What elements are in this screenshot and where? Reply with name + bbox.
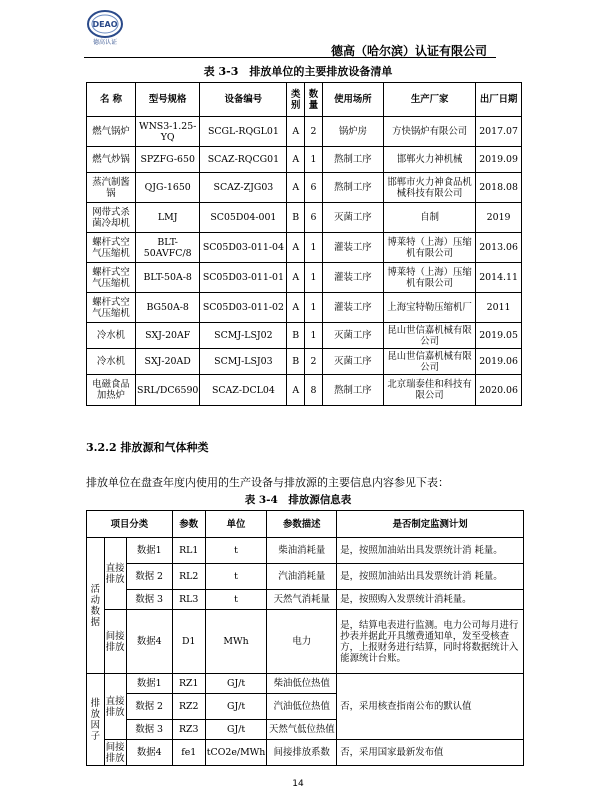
- cell: 否，采用国家最新发布值: [337, 740, 524, 766]
- cell: 数据 2: [126, 694, 172, 720]
- cell: 电磁食品加热炉: [87, 375, 136, 406]
- table-row: [87, 323, 522, 349]
- cell: B: [287, 323, 305, 349]
- cell: SCAZ-RQCG01: [200, 147, 287, 173]
- cell: 方快锅炉有限公司: [384, 117, 476, 147]
- cell: 是，结算电表进行监测。电力公司每月进行抄表并据此开具缴费通知单，发至受核查方，上报财务进行结算，同时将数据统计入能源统计台账。: [337, 610, 524, 674]
- table-row: [87, 538, 524, 564]
- cell: 熬制工序: [322, 147, 383, 173]
- cell: 6: [305, 203, 323, 233]
- table-3-4-title: 表 3-4 排放源信息表: [244, 494, 352, 506]
- cell: B: [287, 349, 305, 375]
- cell: 2013.06: [476, 233, 522, 263]
- cell: 自制: [384, 203, 476, 233]
- cell: 柴油低位热值: [267, 674, 337, 694]
- col-monitoring-plan: 是否制定监测计划: [337, 511, 524, 538]
- cell: SCGL-RQGL01: [200, 117, 287, 147]
- cell: 2: [305, 349, 323, 375]
- table-row: [87, 147, 522, 173]
- cell: BLT-50A-8: [135, 263, 199, 293]
- cell: GJ/t: [205, 720, 267, 740]
- cell: 灭菌工序: [322, 349, 383, 375]
- cell: 是，按照加油站出具发票统计消 耗量。: [337, 538, 524, 564]
- cell: 1: [305, 147, 323, 173]
- col-category: 项目分类: [87, 511, 173, 538]
- cell: 电力: [267, 610, 337, 674]
- cell: 昆山世信嘉机械有限公司: [384, 323, 476, 349]
- cell: 灌装工序: [322, 293, 383, 323]
- cell: 螺杆式空气压缩机: [87, 263, 136, 293]
- col-name: 名 称: [87, 83, 136, 117]
- col-location: 使用场所: [322, 83, 383, 117]
- cell: A: [287, 147, 305, 173]
- cell: 2019: [476, 203, 522, 233]
- cell: 北京瑞泰佳和科技有限公司: [384, 375, 476, 406]
- cell: A: [287, 173, 305, 203]
- col-model: 型号规格: [135, 83, 199, 117]
- cell: BG50A-8: [135, 293, 199, 323]
- cell: SC05D03-011-02: [200, 293, 287, 323]
- cell: 燃气锅炉: [87, 117, 136, 147]
- col-date: 出厂日期: [476, 83, 522, 117]
- cell: 博莱特（上海）压缩机有限公司: [384, 263, 476, 293]
- cell: 天然气消耗量: [267, 590, 337, 610]
- cell: 2011: [476, 293, 522, 323]
- table-row: [87, 203, 522, 233]
- cell: 2014.11: [476, 263, 522, 293]
- cell: 螺杆式空气压缩机: [87, 233, 136, 263]
- group-emission-factor: 排放因子: [87, 674, 105, 766]
- table-row: [87, 349, 522, 375]
- section-paragraph: 排放单位在盘查年度内使用的生产设备与排放源的主要信息内容参见下表：: [86, 476, 449, 489]
- cell: 数据 3: [126, 590, 172, 610]
- cell: RL2: [172, 564, 205, 590]
- cell: RL1: [172, 538, 205, 564]
- cell: SPZFG-650: [135, 147, 199, 173]
- cell: A: [287, 293, 305, 323]
- cell: SXJ-20AF: [135, 323, 199, 349]
- cell: 灭菌工序: [322, 203, 383, 233]
- cell: 蒸汽制酱锅: [87, 173, 136, 203]
- col-device-id: 设备编号: [200, 83, 287, 117]
- cell: t: [205, 538, 267, 564]
- col-param: 参数: [172, 511, 205, 538]
- cell: 2: [305, 117, 323, 147]
- cell: SC05D04-001: [200, 203, 287, 233]
- table-3-3-title: 表 3-3 排放单位的主要排放设备清单: [203, 65, 393, 78]
- cell: 邯郸市火力神食品机械科技有限公司: [384, 173, 476, 203]
- cell: RZ2: [172, 694, 205, 720]
- cell: 1: [305, 323, 323, 349]
- cell: LMJ: [135, 203, 199, 233]
- cell: GJ/t: [205, 674, 267, 694]
- col-manufacturer: 生产厂家: [384, 83, 476, 117]
- direct-emission: 直接排放: [104, 538, 126, 610]
- cell: WNS3-1.25-YQ: [135, 117, 199, 147]
- cell: fe1: [172, 740, 205, 766]
- cell: RZ1: [172, 674, 205, 694]
- cell: SC05D03-011-04: [200, 233, 287, 263]
- cell: 数据 3: [126, 720, 172, 740]
- cell: 灌装工序: [322, 233, 383, 263]
- page-number: 14: [292, 779, 304, 789]
- table-row: [87, 674, 524, 694]
- cell: RL3: [172, 590, 205, 610]
- cell: 昆山世信嘉机械有限公司: [384, 349, 476, 375]
- cell: 汽油低位热值: [267, 694, 337, 720]
- cell: 网带式杀菌冷却机: [87, 203, 136, 233]
- factor-plan-cell: 否，采用核查指南公布的默认值: [337, 674, 524, 740]
- cell: 是，按照购入发票统计消耗量。: [337, 590, 524, 610]
- table-row: [87, 233, 522, 263]
- cell: BLT-50AVFC/8: [135, 233, 199, 263]
- cell: 燃气炒锅: [87, 147, 136, 173]
- logo-subtext: 德高认证: [92, 39, 118, 46]
- cell: 2018.08: [476, 173, 522, 203]
- company-name: 德高（哈尔滨）认证有限公司: [330, 44, 487, 58]
- table-header-row: [87, 83, 522, 117]
- cell: 熬制工序: [322, 173, 383, 203]
- cell: D1: [172, 610, 205, 674]
- cell: SCAZ-ZJG03: [200, 173, 287, 203]
- cell: tCO2e/MWh: [205, 740, 267, 766]
- cell: 2017.07: [476, 117, 522, 147]
- cell: SRL/DC6590: [135, 375, 199, 406]
- cell: SCAZ-DCL04: [200, 375, 287, 406]
- table-row: [87, 610, 524, 674]
- cell: 2020.06: [476, 375, 522, 406]
- cell: 1: [305, 293, 323, 323]
- cell: 熬制工序: [322, 375, 383, 406]
- company-logo: [85, 8, 125, 46]
- cell: t: [205, 564, 267, 590]
- col-description: 参数描述: [267, 511, 337, 538]
- cell: 6: [305, 173, 323, 203]
- cell: 1: [305, 263, 323, 293]
- cell: SC05D03-011-01: [200, 263, 287, 293]
- indirect-emission: 间接排放: [104, 610, 126, 674]
- col-quantity: 数量: [305, 83, 323, 117]
- cell: 冷水机: [87, 349, 136, 375]
- cell: 2019.06: [476, 349, 522, 375]
- cell: SCMJ-LSJ03: [200, 349, 287, 375]
- cell: 冷水机: [87, 323, 136, 349]
- cell: SXJ-20AD: [135, 349, 199, 375]
- cell: 上海宝特勒压缩机厂: [384, 293, 476, 323]
- direct-emission: 直接排放: [104, 674, 126, 740]
- cell: 间接排放系数: [267, 740, 337, 766]
- cell: 2019.09: [476, 147, 522, 173]
- cell: 灌装工序: [322, 263, 383, 293]
- table-row: [87, 375, 522, 406]
- cell: 数据 2: [126, 564, 172, 590]
- cell: t: [205, 590, 267, 610]
- emission-source-table: [86, 510, 524, 766]
- cell: 是，按照加油站出具发票统计消 耗量。: [337, 564, 524, 590]
- table-header-row: [87, 511, 524, 538]
- cell: A: [287, 375, 305, 406]
- cell: 螺杆式空气压缩机: [87, 293, 136, 323]
- cell: 2019.05: [476, 323, 522, 349]
- table-row: [87, 173, 522, 203]
- cell: 汽油消耗量: [267, 564, 337, 590]
- table-row: [87, 263, 522, 293]
- cell: 1: [305, 233, 323, 263]
- table-row: [87, 564, 524, 590]
- cell: QJG-1650: [135, 173, 199, 203]
- col-category: 类别: [287, 83, 305, 117]
- col-unit: 单位: [205, 511, 267, 538]
- cell: GJ/t: [205, 694, 267, 720]
- table-row: [87, 590, 524, 610]
- indirect-emission: 间接排放: [105, 741, 125, 764]
- cell: A: [287, 263, 305, 293]
- cell: 天然气低位热值: [267, 720, 337, 740]
- cell: 锅炉房: [322, 117, 383, 147]
- cell: A: [287, 233, 305, 263]
- table-row: [87, 740, 524, 766]
- cell: B: [287, 203, 305, 233]
- cell: MWh: [205, 610, 267, 674]
- cell: SCMJ-LSJ02: [200, 323, 287, 349]
- table-row: [87, 293, 522, 323]
- cell: 数据1: [126, 674, 172, 694]
- cell: 博莱特（上海）压缩机有限公司: [384, 233, 476, 263]
- logo-text: DEAO: [92, 20, 118, 29]
- cell: 邯郸火力神机械: [384, 147, 476, 173]
- section-heading: 3.2.2 排放源和气体种类: [86, 441, 209, 454]
- table-row: [87, 117, 522, 147]
- header-rule: [84, 57, 496, 58]
- cell: 灭菌工序: [322, 323, 383, 349]
- equipment-table: [86, 82, 522, 406]
- cell: 8: [305, 375, 323, 406]
- group-activity-data: 活动数据: [87, 538, 105, 674]
- cell: RZ3: [172, 720, 205, 740]
- cell: 柴油消耗量: [267, 538, 337, 564]
- cell: 数据4: [126, 740, 172, 766]
- cell: A: [287, 117, 305, 147]
- cell: 数据4: [126, 610, 172, 674]
- cell: 数据1: [126, 538, 172, 564]
